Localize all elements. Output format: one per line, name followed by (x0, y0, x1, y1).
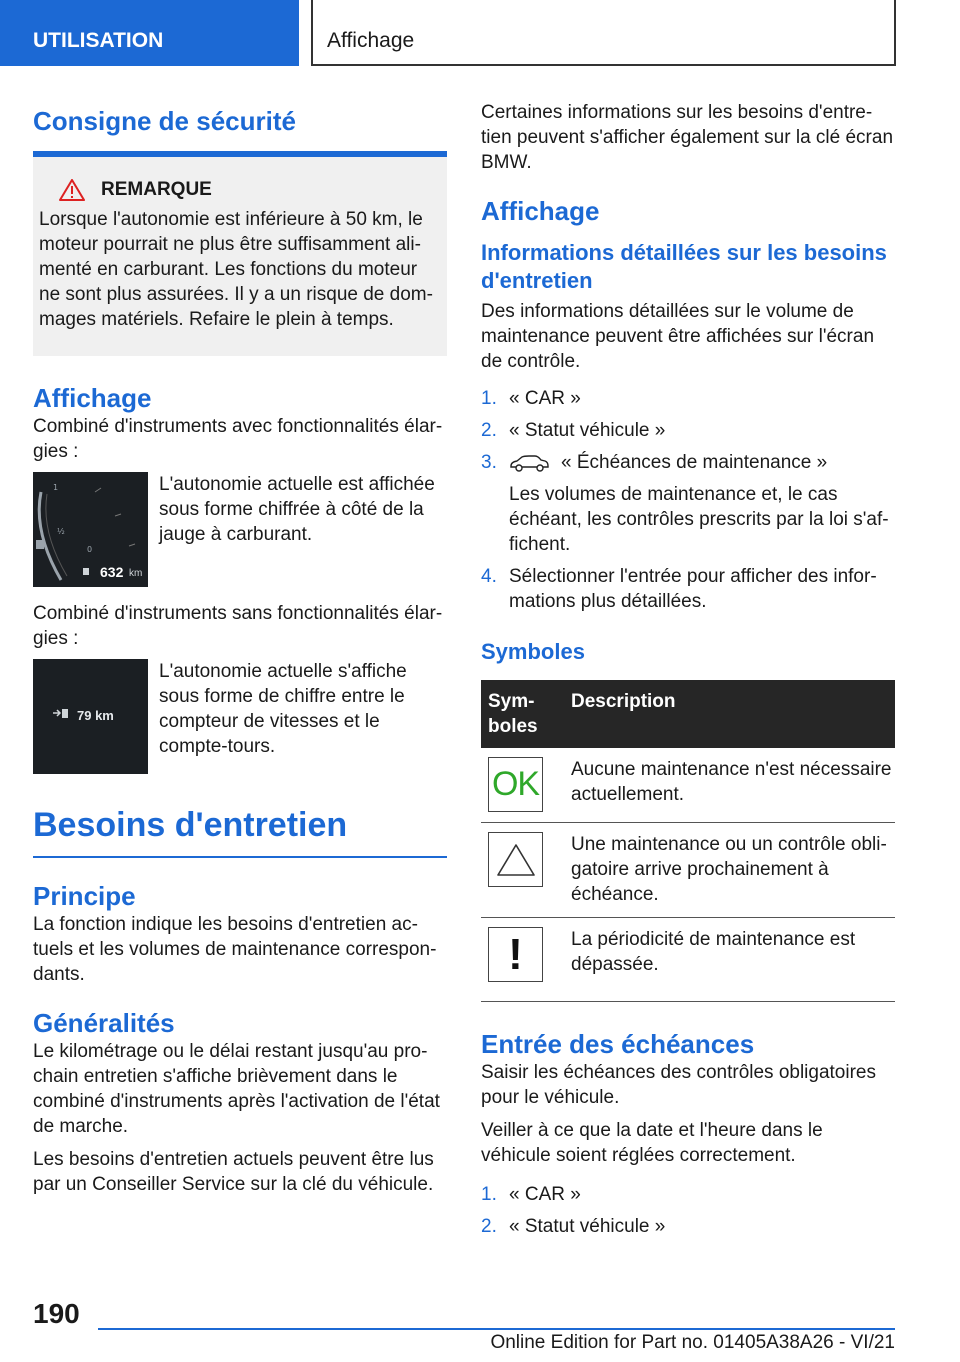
notice-label: REMARQUE (101, 179, 212, 200)
car-icon (509, 454, 549, 472)
description-cell: Une maintenance ou un contrôle obligatoire arrive prochainement à échéance. (564, 823, 895, 918)
table-row (481, 823, 895, 918)
general-heading: Généralités (33, 1007, 175, 1038)
description-cell: Aucune maintenance n'est nécessaire actuellement. (564, 748, 895, 823)
detail-steps (481, 386, 895, 475)
step3-label: « Échéances de maintenance » (561, 452, 828, 473)
right-column (481, 100, 895, 1246)
entry-heading: Entrée des échéances (481, 1029, 755, 1059)
fig2-range-value: 79 km (77, 708, 114, 723)
footer-divider (98, 1328, 895, 1330)
instrument-cluster-extended-image (33, 472, 148, 587)
exclamation-icon: ! (488, 927, 543, 982)
list-item: 4. Sélectionner l'entrée pour afficher des informations plus détaillées. (481, 566, 877, 612)
page-header (0, 0, 960, 66)
description-cell: La périodicité de maintenance est dépassée. (564, 918, 895, 1002)
combi-basic-intro: Combiné d'instruments sans fonctionnalités élargies : (33, 603, 443, 649)
symbols-heading: Symboles (481, 639, 585, 664)
ok-icon: OK (488, 757, 543, 812)
edition-text: Online Edition for Part no. 01405A38A26 - VI/21 (490, 1332, 895, 1353)
svg-text:0: 0 (87, 545, 93, 554)
combi-extended-description: L'autonomie actuelle est affichée sous forme chiffrée à côté de la jauge à carburant. (159, 474, 435, 545)
page-number: 190 (33, 1298, 80, 1329)
safety-heading: Consigne de sécurité (33, 106, 296, 136)
right-display-heading: Affichage (481, 196, 600, 226)
fig1-range-unit: km (129, 568, 143, 579)
left-column (33, 100, 447, 1205)
detail-steps-cont (481, 564, 895, 614)
figure-row-extended (33, 472, 447, 587)
symbols-table (481, 680, 895, 1002)
table-row (481, 748, 895, 823)
general-text-2: Les besoins d'entretien actuels peuvent être lus par un Conseiller Service sur la clé du véhicule. (33, 1148, 434, 1195)
step3-subtext: Les volumes de maintenance et, le cas échéant, les contrôles prescrits par la loi s'affichent. (509, 484, 889, 555)
principle-heading: Principe (33, 880, 136, 911)
warning-triangle-icon (488, 832, 543, 887)
combi-basic-description: L'autonomie actuelle s'affiche sous forme de chiffre entre le compteur de vitesses et le compte-tours. (159, 661, 407, 757)
principle-text: La fonction indique les besoins d'entretien actuels et les volumes de maintenance correspondants. (33, 913, 437, 985)
general-text-1: Le kilométrage ou le délai restant jusqu'au prochain entretien s'affiche brièvement dans le combiné d'instruments après l'activation de l'état de marche. (33, 1040, 440, 1137)
list-item: 2. « Statut véhicule » (481, 420, 666, 441)
instrument-cluster-basic-image (33, 659, 148, 774)
column-header-symbols: Symboles (481, 680, 564, 748)
list-item: 1. « CAR » (481, 388, 581, 409)
section-tab: UTILISATION (0, 0, 299, 66)
entry-text-1: Saisir les échéances des contrôles obligatoires pour le véhicule. (481, 1062, 876, 1108)
svg-text:½: ½ (57, 527, 65, 536)
warning-triangle-icon (59, 179, 85, 201)
detail-text: Des informations détaillées sur le volume de maintenance peuvent être affichées sur l'écran de contrôle. (481, 301, 875, 372)
service-divider (33, 856, 447, 858)
combi-extended-intro: Combiné d'instruments avec fonctionnalités élargies : (33, 416, 443, 462)
list-item: 3. « Échéances de maintenance » (481, 452, 828, 473)
service-heading: Besoins d'entretien (33, 806, 348, 844)
list-item: 2. « Statut véhicule » (481, 1216, 666, 1237)
fig1-range-value: 632 (100, 564, 124, 580)
column-header-description: Description (564, 680, 895, 748)
notice-box (33, 157, 447, 356)
figure-row-basic (33, 659, 447, 774)
entry-text-2: Veiller à ce que la date et l'heure dans le véhicule soient réglées correctement. (481, 1120, 823, 1166)
table-row (481, 918, 895, 1002)
right-intro: Certaines informations sur les besoins d'entretien peuvent s'afficher également sur la clé écran BMW. (481, 102, 894, 173)
entry-steps (481, 1182, 895, 1239)
svg-text:1: 1 (53, 483, 59, 492)
display-heading: Affichage (33, 383, 152, 413)
list-item: 1. « CAR » (481, 1184, 581, 1205)
detail-heading: Informations détaillées sur les besoins d'entretien (481, 240, 887, 293)
notice-title (39, 179, 441, 201)
notice-text: Lorsque l'autonomie est inférieure à 50 km, le moteur pourrait ne plus être suffisamment alimenté en carburant. Les fonctions du moteur ne sont plus assurées. Il y a un risque de dommages matériels. Refaire le plein à temps. (39, 209, 433, 330)
page-title-tab: Affichage (311, 0, 896, 66)
